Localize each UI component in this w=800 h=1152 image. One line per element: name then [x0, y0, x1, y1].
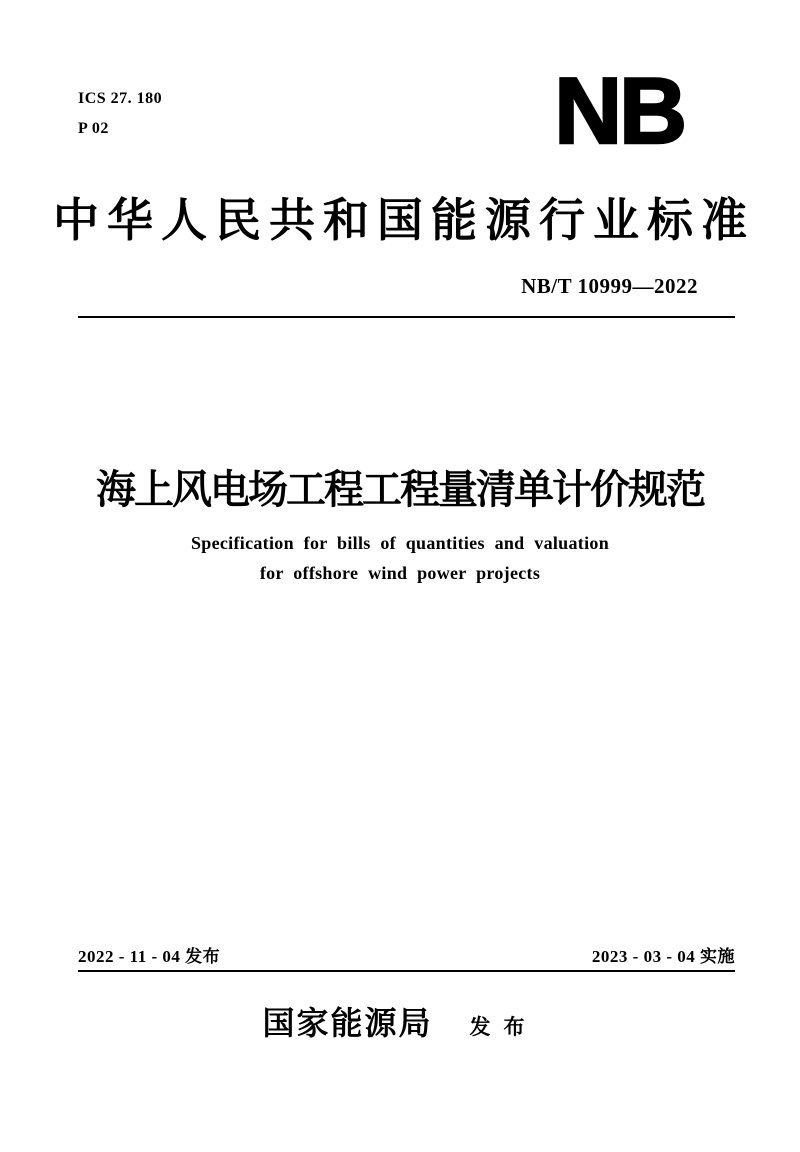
bottom-horizontal-rule	[78, 970, 735, 972]
standard-number: NB/T 10999—2022	[521, 274, 698, 298]
document-title-english	[0, 528, 800, 588]
document-title-chinese: 海上风电场工程工程量清单计价规范	[96, 468, 704, 512]
ics-code: ICS 27. 180	[78, 90, 163, 107]
issuing-authority: 国家能源局	[262, 1005, 433, 1041]
document-title-english-line1: Specification for bills of quantities and valuation	[190, 533, 610, 553]
nb-logo: NB	[554, 58, 684, 163]
implementation-date: 2023 - 03 - 04 实施	[591, 947, 735, 966]
standard-series-title: 中华人民共和国能源行业标准	[53, 195, 755, 246]
document-title-english-line2: for offshore wind power projects	[259, 563, 541, 583]
top-horizontal-rule	[78, 316, 735, 318]
classification-block	[78, 84, 162, 144]
issue-date: 2022 - 11 - 04 发布	[78, 947, 221, 966]
doc-class-code: P 02	[78, 120, 109, 137]
publish-label: 发布	[469, 1015, 538, 1039]
issuer-row	[0, 998, 800, 1044]
publication-dates-row	[78, 942, 735, 967]
